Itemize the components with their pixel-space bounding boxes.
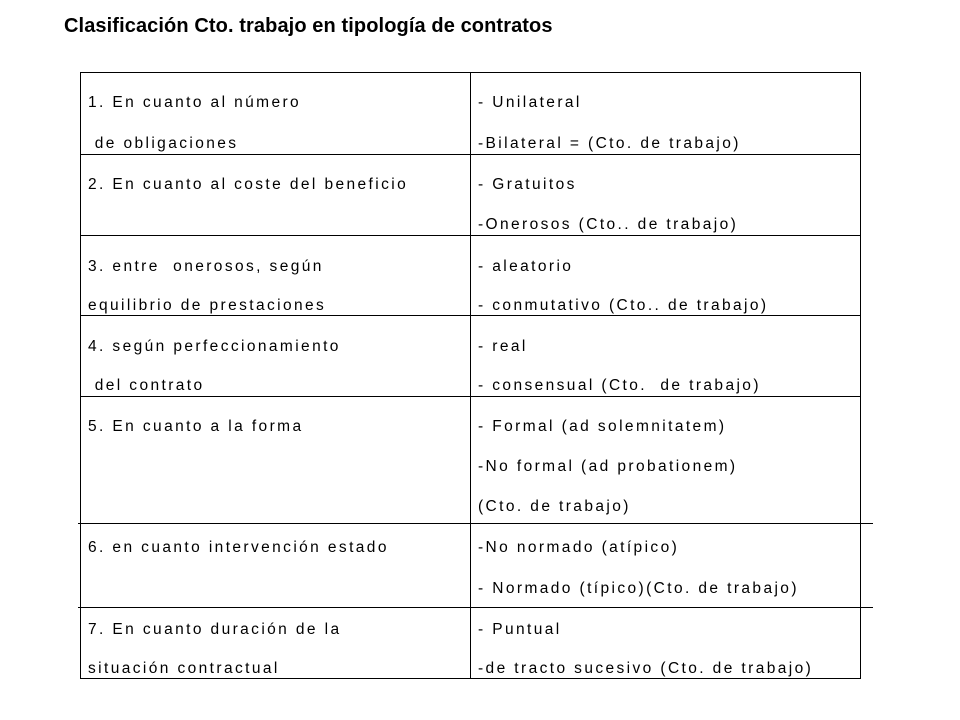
row-separator <box>80 315 861 316</box>
classification-table <box>80 72 861 679</box>
row-7-left-line-2: situación contractual <box>88 660 280 677</box>
row-separator <box>80 154 861 155</box>
row-7-left-line-1: 7. En cuanto duración de la <box>88 621 342 638</box>
row-4-left-line-1: 4. según perfeccionamiento <box>88 338 341 355</box>
row-6-right-line-2: - Normado (típico)(Cto. de trabajo) <box>478 580 799 597</box>
row-5-right-line-2: -No formal (ad probationem) <box>478 458 738 475</box>
row-separator <box>80 235 861 236</box>
row-1-left-line-2: de obligaciones <box>88 135 239 152</box>
row-3-left-line-2: equilibrio de prestaciones <box>88 297 327 314</box>
row-1-right-line-1: - Unilateral <box>478 94 582 111</box>
row-3-right-line-2: - conmutativo (Cto.. de trabajo) <box>478 297 769 314</box>
row-5-right-line-3: (Cto. de trabajo) <box>478 498 631 515</box>
row-3-right-line-1: - aleatorio <box>478 258 574 275</box>
row-1-left-line-1: 1. En cuanto al número <box>88 94 302 111</box>
row-4-right-line-1: - real <box>478 338 528 355</box>
row-2-right-line-2: -Onerosos (Cto.. de trabajo) <box>478 216 739 233</box>
row-7-right-line-1: - Puntual <box>478 621 562 638</box>
column-divider <box>470 72 471 679</box>
row-separator <box>78 523 873 524</box>
row-3-left-line-1: 3. entre onerosos, según <box>88 258 324 275</box>
row-5-right-line-1: - Formal (ad solemnitatem) <box>478 418 727 435</box>
row-4-left-line-2: del contrato <box>88 377 205 394</box>
row-6-right-line-1: -No normado (atípico) <box>478 539 680 556</box>
row-7-right-line-2: -de tracto sucesivo (Cto. de trabajo) <box>478 660 814 677</box>
row-separator <box>78 607 873 608</box>
table-border-left <box>80 72 81 679</box>
row-1-right-line-2: -Bilateral = (Cto. de trabajo) <box>478 135 741 152</box>
row-2-left-line-1: 2. En cuanto al coste del beneficio <box>88 176 409 193</box>
table-border-right <box>860 72 861 679</box>
row-4-right-line-2: - consensual (Cto. de trabajo) <box>478 377 761 394</box>
row-5-left-line-1: 5. En cuanto a la forma <box>88 418 304 435</box>
row-2-right-line-1: - Gratuitos <box>478 176 577 193</box>
page-title: Clasificación Cto. trabajo en tipología de contratos <box>64 15 553 37</box>
row-separator <box>80 396 861 397</box>
row-6-left-line-1: 6. en cuanto intervención estado <box>88 539 389 556</box>
